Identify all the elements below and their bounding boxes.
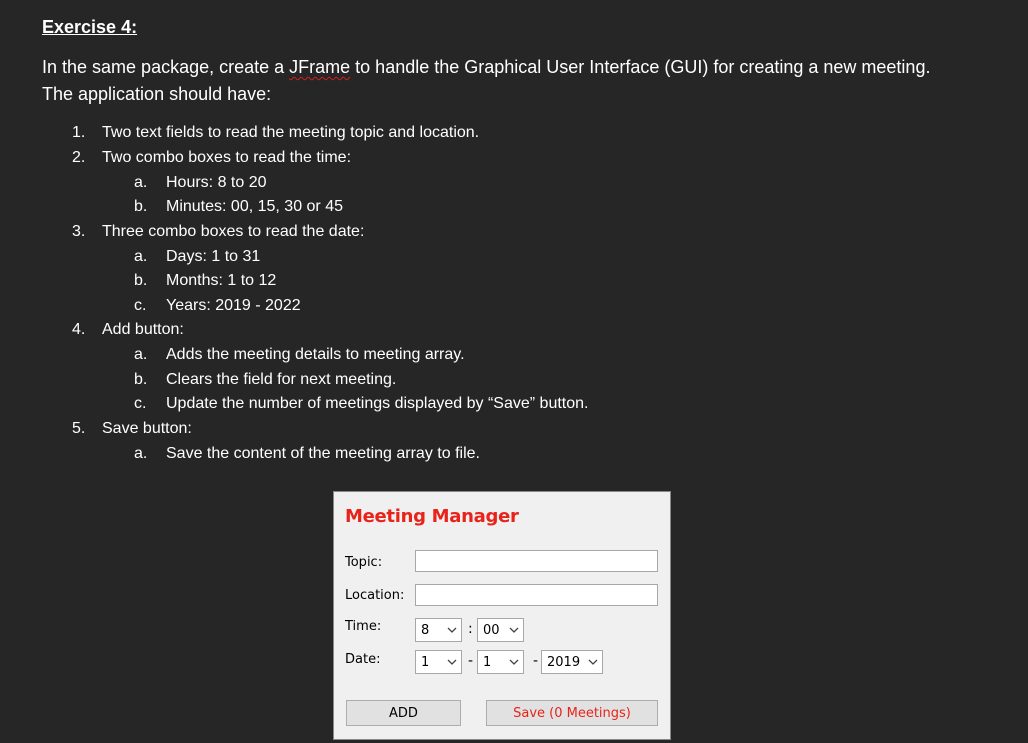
sub-list-letter: b.	[134, 272, 148, 290]
date-label: Date:	[345, 652, 381, 667]
sub-list-text: Adds the meeting details to meeting array.	[166, 346, 465, 364]
hour-value: 8	[421, 622, 430, 638]
topic-label: Topic:	[345, 555, 383, 570]
sub-list-text: Hours: 8 to 20	[166, 173, 267, 191]
list-number: 5.	[72, 419, 86, 437]
time-label: Time:	[345, 619, 382, 634]
year-combo[interactable]	[541, 650, 603, 674]
location-label: Location:	[345, 588, 405, 603]
minute-value: 00	[483, 622, 500, 638]
date-separator-2: -	[533, 653, 539, 669]
exercise-heading: Exercise 4:	[42, 17, 138, 37]
list-item	[42, 417, 1002, 442]
sub-list-letter: b.	[134, 370, 148, 388]
intro-line-2: The application should have:	[42, 83, 272, 104]
sub-list-text: Clears the field for next meeting.	[166, 370, 397, 388]
chevron-down-icon	[509, 658, 519, 666]
time-separator: :	[468, 621, 473, 637]
sub-list-item	[42, 392, 1002, 417]
list-text: Two text fields to read the meeting topic and location.	[102, 124, 480, 141]
sub-list-letter: c.	[134, 296, 147, 314]
sub-list-item	[42, 442, 1002, 467]
list-number: 2.	[72, 148, 86, 166]
intro-jframe-word: JFrame	[289, 57, 351, 77]
sub-list-letter: c.	[134, 395, 147, 413]
sub-list-item	[42, 343, 1002, 368]
topic-input[interactable]	[415, 550, 658, 572]
sub-list-text: Months: 1 to 12	[166, 272, 277, 290]
list-number: 1.	[72, 124, 86, 141]
list-item	[42, 121, 1002, 146]
year-value: 2019	[547, 654, 581, 670]
add-button[interactable]: ADD	[346, 700, 461, 726]
sub-list-text: Minutes: 00, 15, 30 or 45	[166, 198, 343, 216]
sub-list-item	[42, 195, 1002, 220]
sub-list-text: Update the number of meetings displayed by “Save” button.	[166, 395, 589, 413]
sub-list-letter: a.	[134, 346, 148, 364]
requirements-list	[42, 121, 1002, 466]
sub-list-item	[42, 245, 1002, 270]
list-number: 4.	[72, 321, 86, 339]
save-button[interactable]: Save (0 Meetings)	[486, 700, 658, 726]
dialog-title: Meeting Manager	[345, 506, 519, 527]
list-text: Add button:	[102, 321, 184, 339]
list-text: Three combo boxes to read the date:	[102, 222, 365, 240]
meeting-manager-window	[333, 491, 671, 740]
sub-list-letter: b.	[134, 198, 148, 216]
chevron-down-icon	[509, 626, 519, 634]
minute-combo[interactable]	[477, 618, 524, 642]
sub-list-letter: a.	[134, 444, 148, 462]
month-combo[interactable]	[477, 650, 524, 674]
chevron-down-icon	[447, 626, 457, 634]
list-number: 3.	[72, 222, 86, 240]
sub-list-item	[42, 368, 1002, 393]
location-input[interactable]	[415, 584, 658, 606]
list-text: Two combo boxes to read the time:	[102, 148, 352, 166]
intro-text-start: In the same package, create a	[42, 57, 290, 77]
sub-list-item	[42, 269, 1002, 294]
sub-list-item	[42, 294, 1002, 319]
day-value: 1	[421, 654, 430, 670]
sub-list-letter: a.	[134, 247, 148, 265]
sub-list-text: Days: 1 to 31	[166, 247, 261, 265]
sub-list-item	[42, 171, 1002, 196]
list-item	[42, 220, 1002, 245]
chevron-down-icon	[588, 658, 598, 666]
list-item	[42, 146, 1002, 171]
sub-list-text: Years: 2019 - 2022	[166, 296, 301, 314]
hour-combo[interactable]	[415, 618, 462, 642]
day-combo[interactable]	[415, 650, 462, 674]
sub-list-text: Save the content of the meeting array to file.	[166, 444, 480, 462]
intro-paragraph	[42, 54, 1002, 107]
month-value: 1	[483, 654, 492, 670]
list-text: Save button:	[102, 419, 192, 437]
sub-list-letter: a.	[134, 173, 148, 191]
list-item	[42, 318, 1002, 343]
date-separator-1: -	[468, 653, 474, 669]
document	[42, 14, 1002, 466]
chevron-down-icon	[447, 658, 457, 666]
intro-text-end: to handle the Graphical User Interface (GUI) for creating a new meeting.	[350, 57, 931, 77]
